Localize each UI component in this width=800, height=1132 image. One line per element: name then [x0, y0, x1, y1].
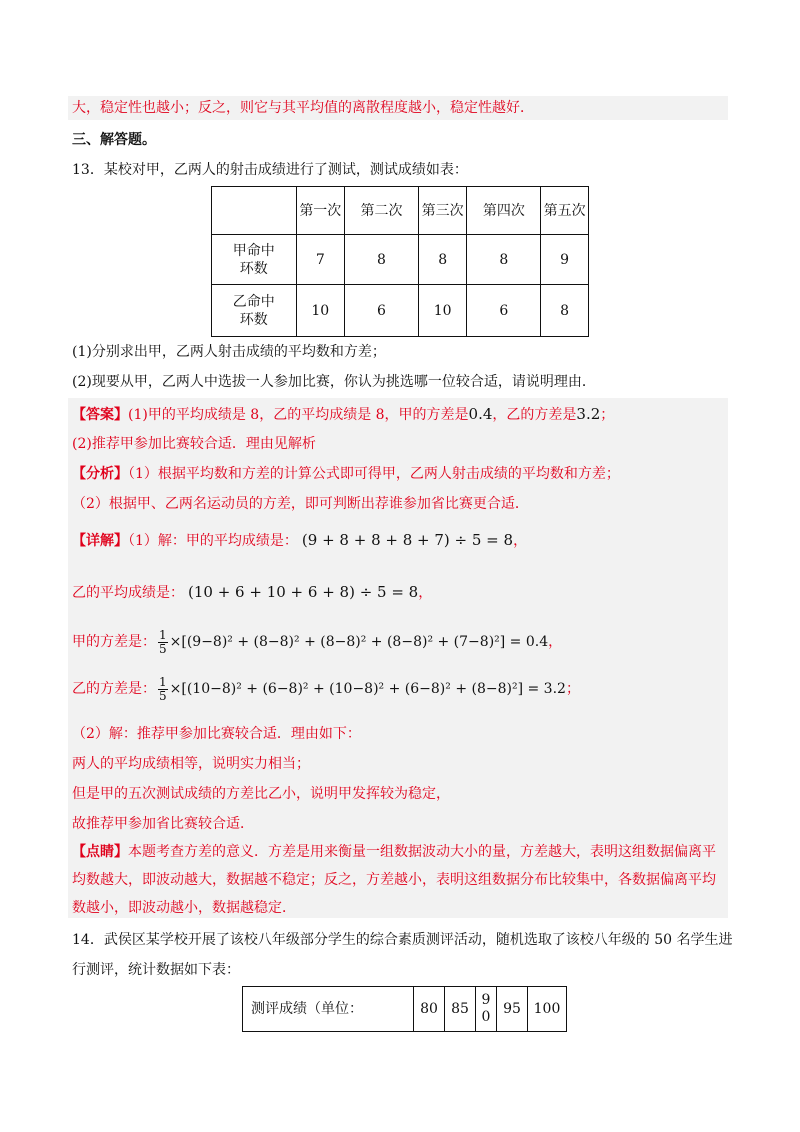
row-label: 乙命中环数 — [212, 285, 297, 337]
detail-line-8: 故推荐甲参加省比赛较合适． — [72, 816, 254, 832]
analysis-tag: 【分析】 — [72, 466, 128, 482]
equation-variance-b: ×[(10−8)² + (6−8)² + (10−8)² + (6−8)² + (8−8)²] = 3.2 — [169, 681, 566, 697]
table-cell: 8 — [418, 235, 467, 285]
analysis-line-2: （2）根据甲、乙两名运动员的方差，即可判断出荐谁参加省比赛更合适． — [72, 496, 529, 512]
comment-text: 本题考查方差的意义．方差是用来衡量一组数据波动大小的量，方差越大，表明这组数据偏离平 — [128, 844, 716, 860]
table-cell: 6 — [345, 285, 419, 337]
equation-mean-a: (9 + 8 + 8 + 8 + 7) ÷ 5 = 8 — [301, 531, 514, 549]
answer-text: (1)甲的平均成绩是 8，乙的平均成绩是 8，甲的方差是 — [128, 407, 469, 423]
table-cell: 8 — [541, 285, 589, 337]
table-header-cell: 第一次 — [296, 187, 345, 235]
answer-text: ，乙的方差是 — [492, 407, 577, 423]
table-cell: 100 — [528, 987, 567, 1032]
analysis-text: （1）根据平均数和方差的计算公式即可得甲，乙两人射击成绩的平均数和方差； — [128, 466, 620, 482]
answer-var-b: 3.2 — [576, 405, 601, 423]
table-header-cell: 第二次 — [345, 187, 419, 235]
fraction-denominator: 5 — [159, 641, 167, 656]
table-cell: 80 — [414, 987, 445, 1032]
row-label: 甲命中环数 — [212, 235, 297, 285]
detail-line-3 — [72, 627, 562, 657]
table-label-cell: 测评成绩（单位： — [243, 987, 414, 1032]
detail-text: 甲的方差是： — [72, 634, 156, 650]
answer-text: ； — [600, 407, 615, 423]
table-cell: 7 — [296, 235, 345, 285]
detail-line-6: 两人的平均成绩相等，说明实力相当； — [72, 756, 310, 772]
q13-stem: 13．某校对甲，乙两人的射击成绩进行了测试，测试成绩如表： — [72, 162, 468, 178]
table-cell: 6 — [467, 285, 541, 337]
q13-part2: (2)现要从甲，乙两人中选拔一人参加比赛，你认为挑选哪一位较合适，请说明理由． — [72, 374, 596, 390]
top-line: 大，稳定性也越小；反之，则它与其平均值的离散程度越小，稳定性越好． — [72, 100, 534, 116]
fraction — [158, 676, 168, 703]
comment-line-2: 均数越大，即波动越大，数据越不稳定；反之，方差越小，表明这组数据分布比较集中，各数据偏离平均 — [72, 872, 716, 888]
section-heading: 三、解答题。 — [72, 132, 156, 148]
table-cell: 90 — [476, 987, 497, 1032]
fraction-numerator: 1 — [159, 674, 167, 689]
table-cell: 8 — [345, 235, 419, 285]
detail-text: 乙的方差是： — [72, 681, 156, 697]
detail-text: ； — [565, 681, 580, 697]
q13-table — [211, 186, 589, 337]
table-row — [212, 235, 589, 285]
equation-variance-a: ×[(9−8)² + (8−8)² + (8−8)² + (8−8)² + (7−8)²] = 0.4 — [169, 634, 549, 650]
detail-line-5: （2）解：推荐甲参加比赛较合适．理由如下： — [72, 726, 361, 742]
detail-text: 乙的平均成绩是： — [72, 585, 184, 601]
answer-line-1 — [72, 404, 614, 425]
table-row — [243, 987, 567, 1032]
table-header-cell: 第三次 — [418, 187, 467, 235]
detail-line-4 — [72, 674, 580, 704]
detail-line-2 — [72, 582, 432, 603]
comment-tag: 【点睛】 — [72, 844, 128, 860]
q14-stem-1: 14．武侯区某学校开展了该校八年级部分学生的综合素质测评活动，随机选取了该校八年级的 50 名学生进 — [72, 932, 733, 948]
detail-text: ， — [548, 634, 563, 650]
detail-line-7: 但是甲的五次测试成绩的方差比乙小，说明甲发挥较为稳定， — [72, 786, 450, 802]
table-cell: 95 — [497, 987, 528, 1032]
q13-part1: (1)分别求出甲，乙两人射击成绩的平均数和方差； — [72, 344, 386, 360]
table-row — [212, 285, 589, 337]
comment-line-3: 数越小，即波动越小，数据越稳定． — [72, 900, 296, 916]
answer-tag: 【答案】 — [72, 407, 128, 423]
detail-tag: 【详解】 — [72, 533, 128, 549]
equation-mean-b: (10 + 6 + 10 + 6 + 8) ÷ 5 = 8 — [188, 583, 419, 601]
table-cell: 9 — [541, 235, 589, 285]
q14-stem-2: 行测评，统计数据如下表： — [72, 962, 240, 978]
table-cell: 10 — [418, 285, 467, 337]
q14-table — [242, 986, 567, 1032]
table-header-cell: 第四次 — [467, 187, 541, 235]
answer-line-2: (2)推荐甲参加比赛较合适．理由见解析 — [72, 436, 316, 452]
table-header-cell: 第五次 — [541, 187, 589, 235]
fraction-numerator: 1 — [159, 627, 167, 642]
detail-text: ， — [513, 533, 528, 549]
detail-line-1 — [72, 530, 527, 551]
detail-text: ， — [418, 585, 433, 601]
table-header-cell — [212, 187, 297, 235]
comment-line-1 — [72, 842, 716, 862]
fraction-denominator: 5 — [159, 688, 167, 703]
analysis-line-1 — [72, 464, 620, 484]
detail-text: （1）解：甲的平均成绩是： — [128, 533, 298, 549]
table-cell: 85 — [445, 987, 476, 1032]
table-cell: 8 — [467, 235, 541, 285]
fraction — [158, 629, 168, 656]
answer-var-a: 0.4 — [468, 405, 493, 423]
table-cell: 10 — [296, 285, 345, 337]
